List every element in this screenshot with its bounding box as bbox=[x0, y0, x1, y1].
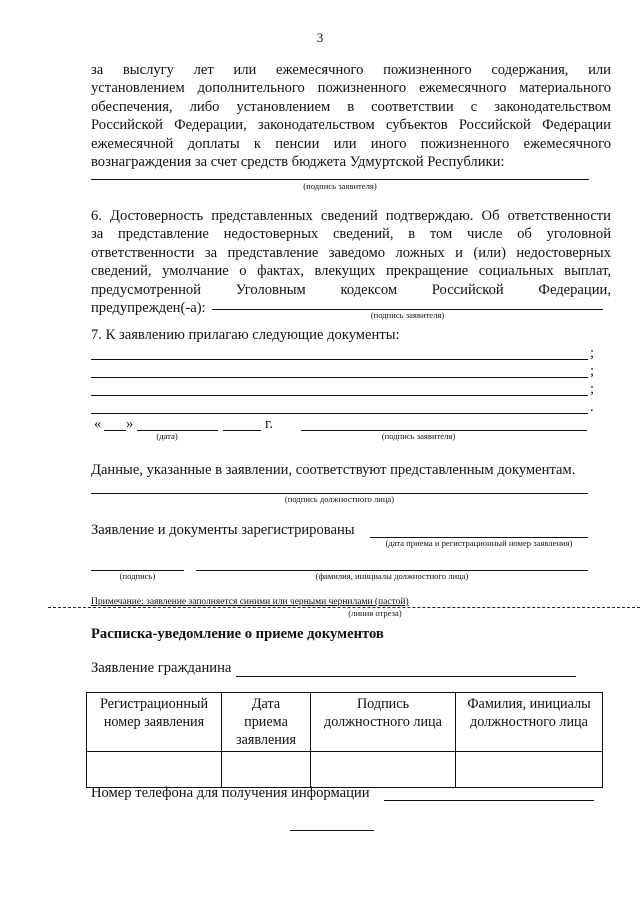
document-line-end: ; bbox=[590, 363, 595, 379]
header-text: заявления bbox=[235, 732, 297, 748]
header-text: приема bbox=[244, 714, 288, 730]
intro-line: Российской Федерации, законодательством субъектов Российской Федерации bbox=[91, 117, 611, 134]
applicant-name-field[interactable] bbox=[236, 676, 576, 677]
year-suffix: г. bbox=[265, 416, 273, 432]
phone-field[interactable] bbox=[384, 800, 594, 801]
header-official-signature bbox=[311, 693, 456, 752]
table-cell[interactable] bbox=[311, 752, 456, 788]
section6-line: предусмотренной Уголовным кодексом Российской Федерации, bbox=[91, 281, 611, 298]
intro-line: за выслугу лет или ежемесячного пожизненного содержания, или bbox=[91, 62, 611, 78]
table-row bbox=[87, 752, 603, 788]
header-text: Регистрационный bbox=[99, 696, 209, 712]
header-text: должностного лица bbox=[470, 714, 588, 730]
documents-match-statement: Данные, указанные в заявлении, соответствуют представленным документам. bbox=[91, 462, 576, 478]
date-year-field[interactable] bbox=[223, 430, 261, 431]
intro-line: обеспечения, либо установлением в соответствии с законодательством bbox=[91, 98, 611, 115]
phone-label: Номер телефона для получения информации bbox=[91, 785, 370, 801]
registrar-name-caption: (фамилия, инициалы должностного лица) bbox=[315, 571, 469, 581]
document-line-2[interactable] bbox=[91, 377, 588, 378]
header-text: Подпись bbox=[356, 696, 410, 712]
intro-line: ежемесячной доплаты к пенсии или иного пожизненного ежемесячного bbox=[91, 135, 611, 152]
date-day-field[interactable] bbox=[104, 430, 126, 431]
document-line-end: ; bbox=[590, 345, 595, 361]
intro-signature-line[interactable] bbox=[91, 179, 589, 180]
document-line-4[interactable] bbox=[91, 413, 588, 414]
document-line-end: . bbox=[590, 399, 594, 415]
official-signature-caption: (подпись должностного лица) bbox=[284, 494, 395, 504]
intro-line: установлением дополнительного пожизненного ежемесячного материального bbox=[91, 80, 611, 97]
receipt-title: Расписка-уведомление о приеме документов bbox=[91, 626, 384, 642]
section6-line: 6. Достоверность представленных сведений подтверждаю. Об ответственности bbox=[91, 208, 611, 224]
table-cell[interactable] bbox=[222, 752, 311, 788]
document-line-3[interactable] bbox=[91, 395, 588, 396]
section6-line: за представление недостоверных сведений, в том числе об уголовной bbox=[91, 226, 611, 243]
page-number: 3 bbox=[316, 30, 324, 45]
date-caption: (дата) bbox=[156, 431, 178, 441]
section7-signature-caption: (подпись заявителя) bbox=[381, 431, 456, 441]
receipt-table bbox=[86, 692, 603, 788]
registrar-signature-caption: (подпись) bbox=[119, 571, 156, 581]
header-text: должностного лица bbox=[324, 714, 442, 730]
table-cell[interactable] bbox=[87, 752, 222, 788]
intro-line: вознаграждения за счет средств бюджета Удмуртской Республики: bbox=[91, 154, 505, 171]
ink-note: Примечание: заявление заполняется синими или черными чернилами (пастой) bbox=[91, 597, 409, 607]
date-close-quote: » bbox=[126, 416, 134, 432]
section6-paragraph bbox=[91, 207, 611, 317]
applicant-label: Заявление гражданина bbox=[91, 660, 232, 676]
registered-label: Заявление и документы зарегистрированы bbox=[91, 522, 355, 538]
date-open-quote: « bbox=[94, 416, 102, 432]
document-line-end: ; bbox=[590, 381, 595, 397]
cut-line-caption: (линия отреза) bbox=[348, 608, 402, 618]
header-receipt-date bbox=[222, 693, 311, 752]
intro-paragraph bbox=[91, 61, 611, 171]
header-registration-number bbox=[87, 693, 222, 752]
table-cell[interactable] bbox=[456, 752, 603, 788]
closing-rule bbox=[290, 830, 374, 831]
header-text: Фамилия, инициалы bbox=[467, 696, 591, 712]
header-text: номер заявления bbox=[103, 714, 205, 730]
header-text: Дата bbox=[251, 696, 281, 712]
section6-signature-caption: (подпись заявителя) bbox=[370, 310, 445, 320]
section6-line: ответственности за представление заведомо ложных и (или) недостоверных bbox=[91, 244, 611, 261]
document-line-1[interactable] bbox=[91, 359, 588, 360]
table-header-row bbox=[87, 693, 603, 752]
registration-caption: (дата приема и регистрационный номер заявления) bbox=[385, 538, 573, 548]
section6-line: сведений, умолчание о фактах, влекущих прекращение социальных выплат, bbox=[91, 263, 611, 280]
header-official-name bbox=[456, 693, 603, 752]
section6-line: предупрежден(-а): bbox=[91, 300, 206, 317]
intro-signature-caption: (подпись заявителя) bbox=[303, 181, 377, 191]
section7-heading: 7. К заявлению прилагаю следующие документы: bbox=[91, 327, 400, 343]
